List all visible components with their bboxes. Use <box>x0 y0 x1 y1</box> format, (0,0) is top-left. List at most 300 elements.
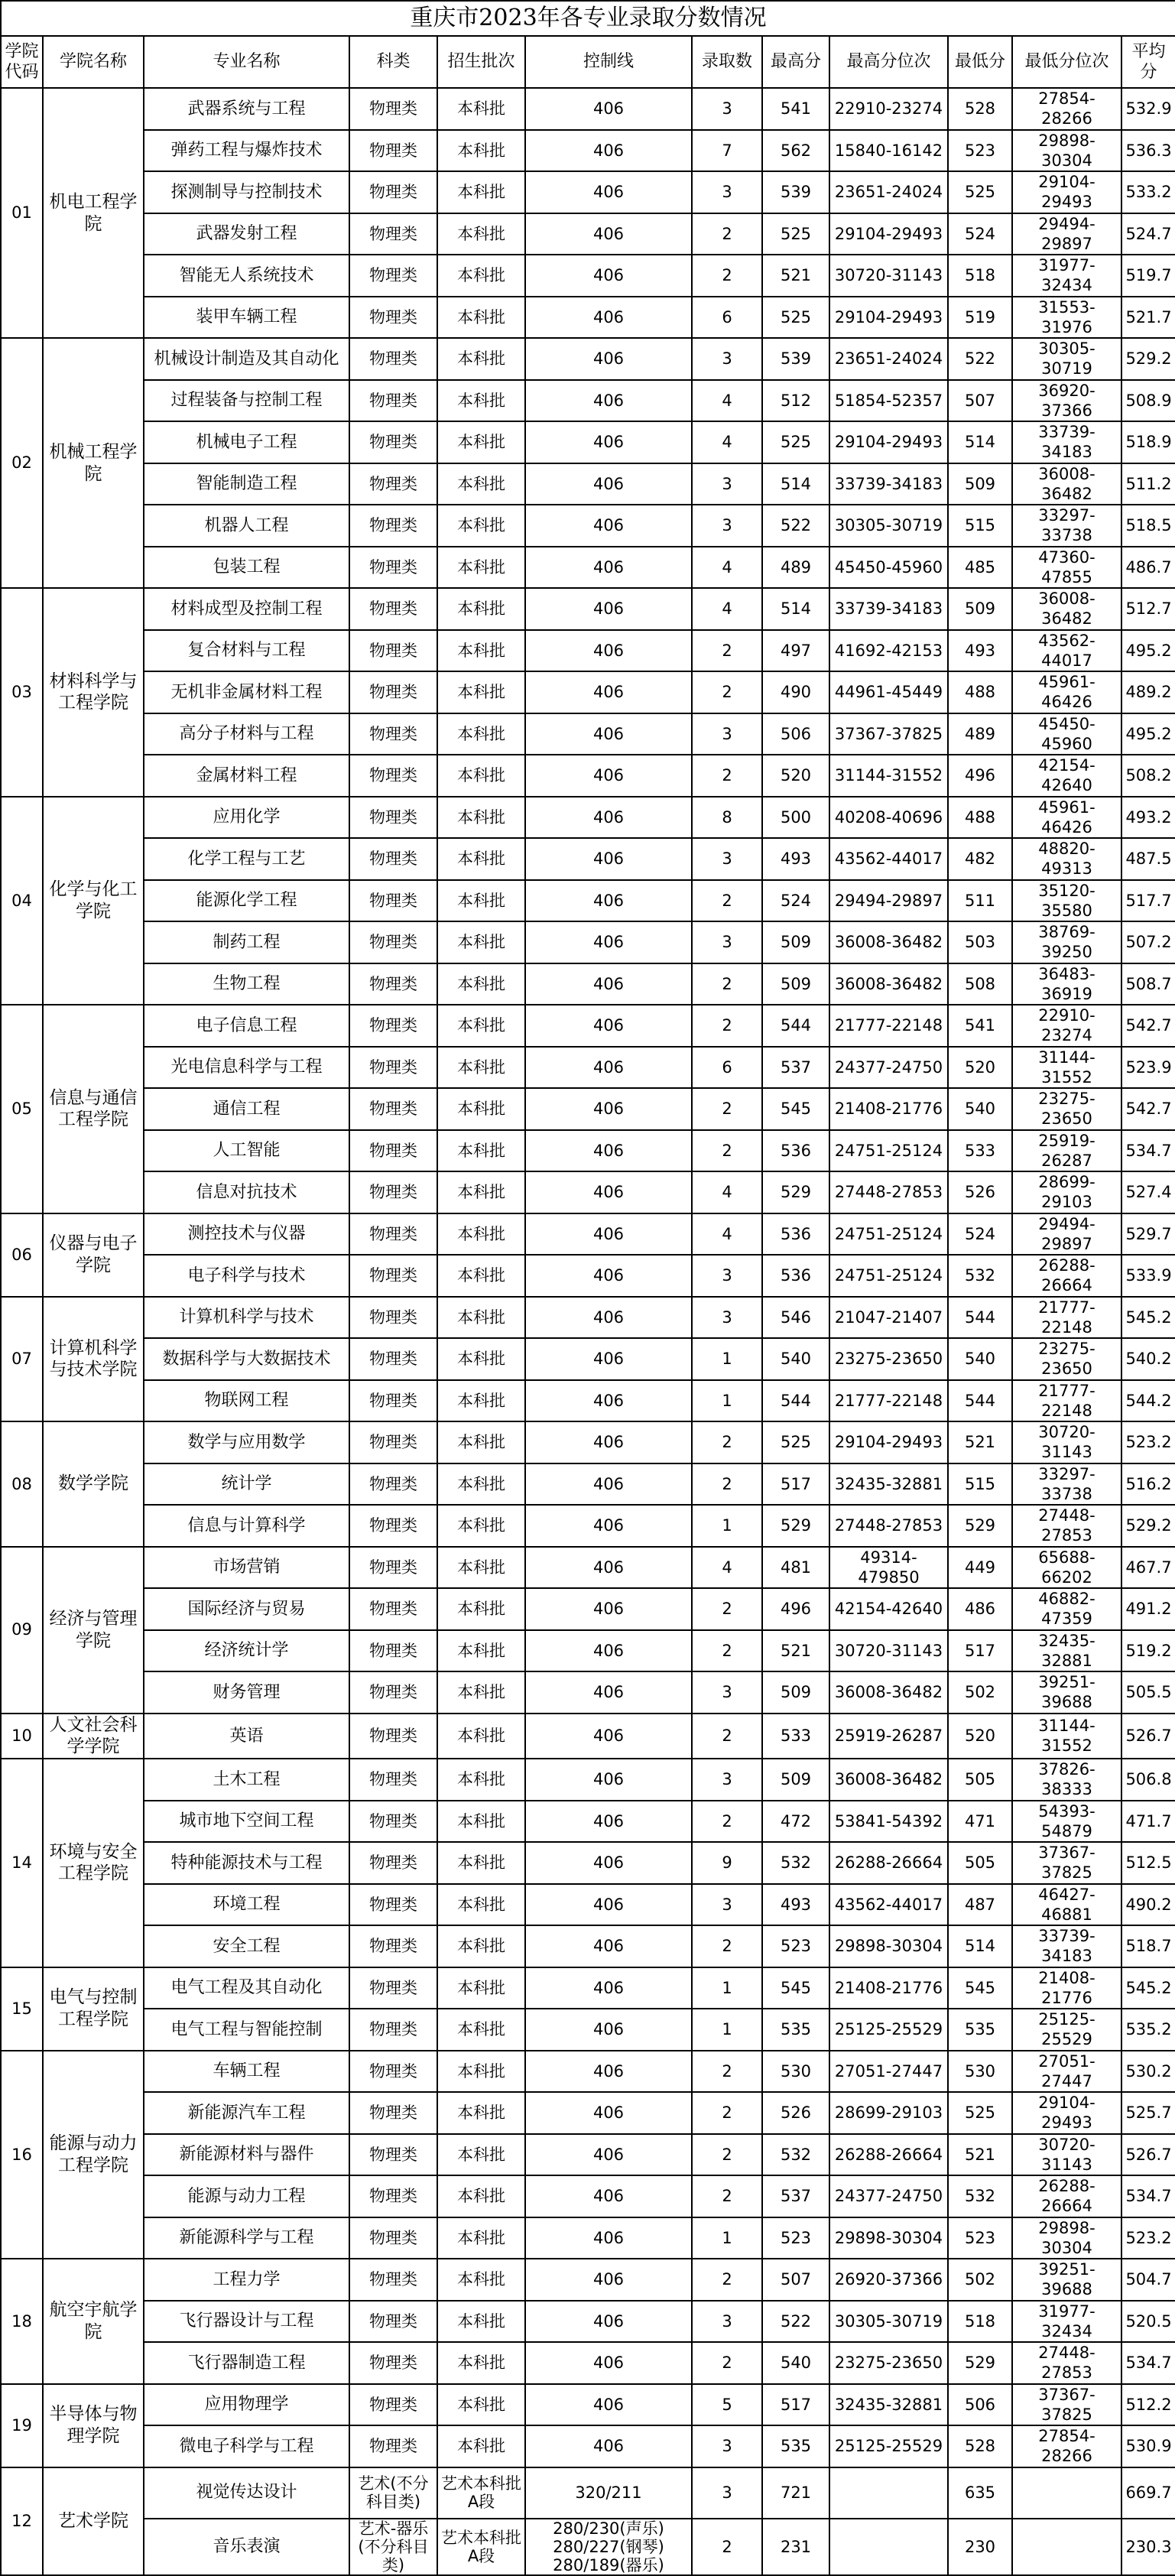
subject-type: 物理类 <box>349 2134 437 2176</box>
batch: 本科批 <box>437 338 525 380</box>
control-line: 406 <box>525 171 692 213</box>
control-line: 406 <box>525 2217 692 2259</box>
table-row <box>1 1967 1175 2009</box>
subject-type: 物理类 <box>349 1297 437 1339</box>
control-line: 406 <box>525 2384 692 2426</box>
min-score: 518 <box>948 2301 1012 2343</box>
min-score: 471 <box>948 1801 1012 1843</box>
min-rank: 32435-32881 <box>1012 1630 1121 1672</box>
table-row <box>1 2519 1175 2575</box>
avg-score: 508.2 <box>1121 755 1175 797</box>
min-rank: 48820-49313 <box>1012 838 1121 880</box>
major-name: 机械电子工程 <box>144 421 349 463</box>
control-line: 406 <box>525 1130 692 1172</box>
avg-score: 512.2 <box>1121 2384 1175 2426</box>
subject-type: 物理类 <box>349 338 437 380</box>
college-code: 08 <box>1 1421 43 1547</box>
max-rank: 25919-26287 <box>829 1714 948 1759</box>
batch: 本科批 <box>437 1547 525 1589</box>
major-name: 智能无人系统技术 <box>144 255 349 297</box>
min-score: 230 <box>948 2519 1012 2575</box>
admitted-count: 9 <box>692 1842 762 1884</box>
major-name: 过程装备与控制工程 <box>144 380 349 422</box>
batch: 艺术本科批A段 <box>437 2519 525 2575</box>
avg-score: 519.7 <box>1121 255 1175 297</box>
major-name: 制药工程 <box>144 921 349 963</box>
table-row <box>1 1130 1175 1172</box>
min-score: 525 <box>948 171 1012 213</box>
major-name: 材料成型及控制工程 <box>144 588 349 630</box>
subject-type: 物理类 <box>349 463 437 505</box>
min-score: 530 <box>948 2051 1012 2093</box>
major-name: 智能制造工程 <box>144 463 349 505</box>
max-rank: 41692-42153 <box>829 630 948 672</box>
major-name: 市场营销 <box>144 1547 349 1589</box>
subject-type: 物理类 <box>349 380 437 422</box>
min-score: 519 <box>948 297 1012 339</box>
avg-score: 490.2 <box>1121 1884 1175 1926</box>
admitted-count: 3 <box>692 463 762 505</box>
college-name: 信息与通信工程学院 <box>43 1005 144 1213</box>
max-rank: 26288-26664 <box>829 2134 948 2176</box>
subject-type: 物理类 <box>349 2051 437 2093</box>
max-rank: 36008-36482 <box>829 921 948 963</box>
batch: 本科批 <box>437 2092 525 2134</box>
control-line: 406 <box>525 1463 692 1506</box>
min-rank: 29494-29897 <box>1012 213 1121 255</box>
admitted-count: 3 <box>692 1297 762 1339</box>
min-score: 515 <box>948 1463 1012 1506</box>
control-line: 406 <box>525 1213 692 1256</box>
avg-score: 512.5 <box>1121 1842 1175 1884</box>
avg-score: 529.7 <box>1121 1213 1175 1256</box>
college-code: 04 <box>1 797 43 1005</box>
major-name: 机器人工程 <box>144 505 349 547</box>
avg-score: 527.4 <box>1121 1171 1175 1213</box>
max-score: 537 <box>762 1047 829 1089</box>
control-line: 406 <box>525 1380 692 1422</box>
min-rank: 45961-46426 <box>1012 671 1121 713</box>
admitted-count: 3 <box>692 338 762 380</box>
max-score: 535 <box>762 2009 829 2051</box>
control-line: 406 <box>525 2134 692 2176</box>
major-name: 应用物理学 <box>144 2384 349 2426</box>
batch: 本科批 <box>437 1255 525 1297</box>
avg-score: 516.2 <box>1121 1463 1175 1506</box>
control-line: 406 <box>525 255 692 297</box>
subject-type: 物理类 <box>349 1588 437 1630</box>
control-line: 406 <box>525 2301 692 2343</box>
min-rank: 31977-32434 <box>1012 2301 1121 2343</box>
min-rank: 21777-22148 <box>1012 1297 1121 1339</box>
college-name: 环境与安全工程学院 <box>43 1759 144 1967</box>
batch: 本科批 <box>437 255 525 297</box>
table-row <box>1 255 1175 297</box>
college-name: 艺术学院 <box>43 2467 144 2575</box>
avg-score: 542.7 <box>1121 1005 1175 1047</box>
subject-type: 物理类 <box>349 297 437 339</box>
subject-type: 物理类 <box>349 1338 437 1380</box>
subject-type: 物理类 <box>349 1213 437 1256</box>
admitted-count: 2 <box>692 2092 762 2134</box>
table-row <box>1 130 1175 172</box>
control-line: 406 <box>525 2092 692 2134</box>
admitted-count: 7 <box>692 130 762 172</box>
batch: 本科批 <box>437 547 525 589</box>
college-name: 机械工程学院 <box>43 338 144 588</box>
min-rank: 23275-23650 <box>1012 1088 1121 1130</box>
batch: 本科批 <box>437 1671 525 1714</box>
min-score: 520 <box>948 1714 1012 1759</box>
control-line: 406 <box>525 505 692 547</box>
control-line: 406 <box>525 213 692 255</box>
control-line: 406 <box>525 1925 692 1967</box>
table-row <box>1 297 1175 339</box>
control-line: 406 <box>525 463 692 505</box>
avg-score: 517.7 <box>1121 880 1175 922</box>
avg-score: 530.9 <box>1121 2425 1175 2467</box>
batch: 本科批 <box>437 88 525 130</box>
subject-type: 物理类 <box>349 1630 437 1672</box>
max-score: 522 <box>762 505 829 547</box>
table-row <box>1 1297 1175 1339</box>
max-rank: 26288-26664 <box>829 1842 948 1884</box>
max-score: 536 <box>762 1255 829 1297</box>
avg-score: 533.9 <box>1121 1255 1175 1297</box>
avg-score: 523.2 <box>1121 2217 1175 2259</box>
max-score: 536 <box>762 1130 829 1172</box>
table-row <box>1 2217 1175 2259</box>
admitted-count: 4 <box>692 380 762 422</box>
control-line: 406 <box>525 1505 692 1547</box>
subject-type: 物理类 <box>349 1171 437 1213</box>
table-row <box>1 797 1175 839</box>
table-body <box>1 88 1175 2575</box>
max-score: 525 <box>762 421 829 463</box>
min-score: 544 <box>948 1297 1012 1339</box>
table-row <box>1 630 1175 672</box>
min-score: 528 <box>948 2425 1012 2467</box>
max-rank: 24377-24750 <box>829 2175 948 2217</box>
avg-score: 534.7 <box>1121 1130 1175 1172</box>
min-rank: 38769-39250 <box>1012 921 1121 963</box>
control-line: 406 <box>525 713 692 755</box>
college-code: 16 <box>1 2051 43 2259</box>
admitted-count: 2 <box>692 963 762 1005</box>
table-row <box>1 2051 1175 2093</box>
max-rank: 49314-479850 <box>829 1547 948 1589</box>
college-code: 18 <box>1 2259 43 2384</box>
table-row <box>1 421 1175 463</box>
max-rank: 24751-25124 <box>829 1255 948 1297</box>
control-line: 406 <box>525 380 692 422</box>
table-row <box>1 1925 1175 1967</box>
min-score: 521 <box>948 2134 1012 2176</box>
avg-score: 491.2 <box>1121 1588 1175 1630</box>
max-score: 493 <box>762 1884 829 1926</box>
min-rank: 28699-29103 <box>1012 1171 1121 1213</box>
table-row <box>1 838 1175 880</box>
control-line: 406 <box>525 1255 692 1297</box>
major-name: 工程力学 <box>144 2259 349 2301</box>
control-line: 406 <box>525 1047 692 1089</box>
avg-score: 493.2 <box>1121 797 1175 839</box>
min-rank: 33739-34183 <box>1012 1925 1121 1967</box>
max-rank <box>829 2467 948 2519</box>
major-name: 土木工程 <box>144 1759 349 1801</box>
subject-type: 物理类 <box>349 1714 437 1759</box>
admitted-count: 2 <box>692 1801 762 1843</box>
min-rank: 45450-45960 <box>1012 713 1121 755</box>
college-code: 14 <box>1 1759 43 1967</box>
min-score: 635 <box>948 2467 1012 2519</box>
max-rank: 32435-32881 <box>829 1463 948 1506</box>
major-name: 飞行器制造工程 <box>144 2342 349 2384</box>
min-score: 541 <box>948 1005 1012 1047</box>
min-score: 488 <box>948 671 1012 713</box>
max-rank: 29104-29493 <box>829 421 948 463</box>
min-score: 509 <box>948 463 1012 505</box>
major-name: 探测制导与控制技术 <box>144 171 349 213</box>
max-score: 545 <box>762 1088 829 1130</box>
max-rank: 30720-31143 <box>829 1630 948 1672</box>
subject-type: 物理类 <box>349 838 437 880</box>
batch: 本科批 <box>437 297 525 339</box>
avg-score: 523.2 <box>1121 1421 1175 1463</box>
max-score: 539 <box>762 338 829 380</box>
max-score: 535 <box>762 2425 829 2467</box>
max-score: 540 <box>762 1338 829 1380</box>
min-rank: 46882-47359 <box>1012 1588 1121 1630</box>
avg-score: 525.7 <box>1121 2092 1175 2134</box>
admitted-count: 3 <box>692 1671 762 1714</box>
control-line: 406 <box>525 2051 692 2093</box>
subject-type: 物理类 <box>349 505 437 547</box>
table-row <box>1 505 1175 547</box>
max-rank: 27448-27853 <box>829 1171 948 1213</box>
max-rank: 29104-29493 <box>829 297 948 339</box>
min-rank: 31553-31976 <box>1012 297 1121 339</box>
max-rank: 40208-40696 <box>829 797 948 839</box>
avg-score: 520.5 <box>1121 2301 1175 2343</box>
min-rank: 27854-28266 <box>1012 88 1121 130</box>
college-code: 03 <box>1 588 43 797</box>
min-score: 449 <box>948 1547 1012 1589</box>
min-rank: 33297-33738 <box>1012 505 1121 547</box>
min-rank: 27448-27853 <box>1012 1505 1121 1547</box>
batch: 本科批 <box>437 380 525 422</box>
min-rank: 37826-38333 <box>1012 1759 1121 1801</box>
batch: 本科批 <box>437 671 525 713</box>
table-row <box>1 1338 1175 1380</box>
min-rank: 26288-26664 <box>1012 1255 1121 1297</box>
min-rank: 21777-22148 <box>1012 1380 1121 1422</box>
major-name: 电气工程与智能控制 <box>144 2009 349 2051</box>
batch: 本科批 <box>437 421 525 463</box>
min-rank: 47360-47855 <box>1012 547 1121 589</box>
admitted-count: 2 <box>692 2051 762 2093</box>
max-score: 514 <box>762 463 829 505</box>
batch: 本科批 <box>437 2009 525 2051</box>
avg-score: 506.8 <box>1121 1759 1175 1801</box>
min-score: 506 <box>948 2384 1012 2426</box>
min-rank: 30720-31143 <box>1012 1421 1121 1463</box>
max-score: 546 <box>762 1297 829 1339</box>
admitted-count: 6 <box>692 1047 762 1089</box>
min-rank: 33297-33738 <box>1012 1463 1121 1506</box>
subject-type: 物理类 <box>349 88 437 130</box>
header-subject-type: 科类 <box>349 36 437 88</box>
avg-score: 534.7 <box>1121 2342 1175 2384</box>
admitted-count: 2 <box>692 1588 762 1630</box>
min-score: 488 <box>948 797 1012 839</box>
major-name: 电子信息工程 <box>144 1005 349 1047</box>
max-rank: 23275-23650 <box>829 2342 948 2384</box>
major-name: 金属材料工程 <box>144 755 349 797</box>
major-name: 经济统计学 <box>144 1630 349 1672</box>
major-name: 安全工程 <box>144 1925 349 1967</box>
control-line: 406 <box>525 2259 692 2301</box>
max-rank: 21408-21776 <box>829 1967 948 2009</box>
college-code: 15 <box>1 1967 43 2051</box>
admitted-count: 2 <box>692 880 762 922</box>
min-rank: 45961-46426 <box>1012 797 1121 839</box>
batch: 本科批 <box>437 1884 525 1926</box>
min-score: 544 <box>948 1380 1012 1422</box>
batch: 本科批 <box>437 1088 525 1130</box>
max-score: 493 <box>762 838 829 880</box>
max-rank: 25125-25529 <box>829 2009 948 2051</box>
table-row <box>1 1505 1175 1547</box>
max-score: 517 <box>762 1463 829 1506</box>
admitted-count: 3 <box>692 838 762 880</box>
subject-type: 物理类 <box>349 630 437 672</box>
control-line: 406 <box>525 1630 692 1672</box>
admitted-count: 3 <box>692 2425 762 2467</box>
table-row <box>1 1005 1175 1047</box>
min-rank: 39251-39688 <box>1012 1671 1121 1714</box>
admitted-count: 8 <box>692 797 762 839</box>
avg-score: 545.2 <box>1121 1967 1175 2009</box>
major-name: 国际经济与贸易 <box>144 1588 349 1630</box>
avg-score: 523.9 <box>1121 1047 1175 1089</box>
avg-score: 532.9 <box>1121 88 1175 130</box>
max-rank: 42154-42640 <box>829 1588 948 1630</box>
min-rank: 27854-28266 <box>1012 2425 1121 2467</box>
admitted-count: 4 <box>692 1213 762 1256</box>
subject-type: 物理类 <box>349 1047 437 1089</box>
admitted-count: 2 <box>692 2175 762 2217</box>
min-score: 509 <box>948 588 1012 630</box>
min-rank: 36008-36482 <box>1012 588 1121 630</box>
table-row <box>1 88 1175 130</box>
batch: 本科批 <box>437 797 525 839</box>
major-name: 数据科学与大数据技术 <box>144 1338 349 1380</box>
batch: 本科批 <box>437 2134 525 2176</box>
min-score: 540 <box>948 1088 1012 1130</box>
major-name: 数学与应用数学 <box>144 1421 349 1463</box>
major-name: 化学工程与工艺 <box>144 838 349 880</box>
min-score: 482 <box>948 838 1012 880</box>
table-row <box>1 1463 1175 1506</box>
subject-type: 物理类 <box>349 1925 437 1967</box>
avg-score: 518.5 <box>1121 505 1175 547</box>
max-score: 532 <box>762 1842 829 1884</box>
min-rank: 31144-31552 <box>1012 1714 1121 1759</box>
major-name: 新能源汽车工程 <box>144 2092 349 2134</box>
max-score: 529 <box>762 1171 829 1213</box>
major-name: 通信工程 <box>144 1088 349 1130</box>
min-rank: 43562-44017 <box>1012 630 1121 672</box>
subject-type: 物理类 <box>349 171 437 213</box>
major-name: 财务管理 <box>144 1671 349 1714</box>
avg-score: 530.2 <box>1121 2051 1175 2093</box>
batch: 本科批 <box>437 1630 525 1672</box>
control-line: 406 <box>525 1714 692 1759</box>
major-name: 飞行器设计与工程 <box>144 2301 349 2343</box>
min-score: 532 <box>948 1255 1012 1297</box>
subject-type: 物理类 <box>349 1130 437 1172</box>
header-college-code: 学院代码 <box>1 36 43 88</box>
batch: 本科批 <box>437 2259 525 2301</box>
min-score: 529 <box>948 2342 1012 2384</box>
avg-score: 524.7 <box>1121 213 1175 255</box>
min-rank: 36008-36482 <box>1012 463 1121 505</box>
subject-type: 物理类 <box>349 713 437 755</box>
table-row <box>1 463 1175 505</box>
subject-type: 物理类 <box>349 755 437 797</box>
subject-type: 物理类 <box>349 2259 437 2301</box>
max-rank: 29104-29493 <box>829 213 948 255</box>
admitted-count: 4 <box>692 588 762 630</box>
min-score: 503 <box>948 921 1012 963</box>
max-rank: 23651-24024 <box>829 338 948 380</box>
min-score: 496 <box>948 755 1012 797</box>
max-score: 539 <box>762 171 829 213</box>
max-score: 514 <box>762 588 829 630</box>
min-score: 515 <box>948 505 1012 547</box>
avg-score: 534.7 <box>1121 2175 1175 2217</box>
max-score: 523 <box>762 2217 829 2259</box>
batch: 本科批 <box>437 1005 525 1047</box>
max-score: 721 <box>762 2467 829 2519</box>
major-name: 包装工程 <box>144 547 349 589</box>
max-score: 231 <box>762 2519 829 2575</box>
admitted-count: 4 <box>692 421 762 463</box>
subject-type: 物理类 <box>349 588 437 630</box>
control-line: 406 <box>525 921 692 963</box>
table-row <box>1 921 1175 963</box>
avg-score: 471.7 <box>1121 1801 1175 1843</box>
avg-score: 512.7 <box>1121 588 1175 630</box>
min-rank: 29898-30304 <box>1012 2217 1121 2259</box>
header-min-score: 最低分 <box>948 36 1012 88</box>
subject-type: 物理类 <box>349 2425 437 2467</box>
min-score: 514 <box>948 421 1012 463</box>
admitted-count: 2 <box>692 1421 762 1463</box>
max-rank: 21777-22148 <box>829 1380 948 1422</box>
avg-score: 508.7 <box>1121 963 1175 1005</box>
major-name: 机械设计制造及其自动化 <box>144 338 349 380</box>
subject-type: 艺术(不分科目类) <box>349 2467 437 2519</box>
max-rank: 24377-24750 <box>829 1047 948 1089</box>
min-rank: 29898-30304 <box>1012 130 1121 172</box>
header-avg-score: 平均分 <box>1121 36 1175 88</box>
major-name: 统计学 <box>144 1463 349 1506</box>
min-rank <box>1012 2519 1121 2575</box>
college-name: 能源与动力工程学院 <box>43 2051 144 2259</box>
max-rank: 27448-27853 <box>829 1505 948 1547</box>
